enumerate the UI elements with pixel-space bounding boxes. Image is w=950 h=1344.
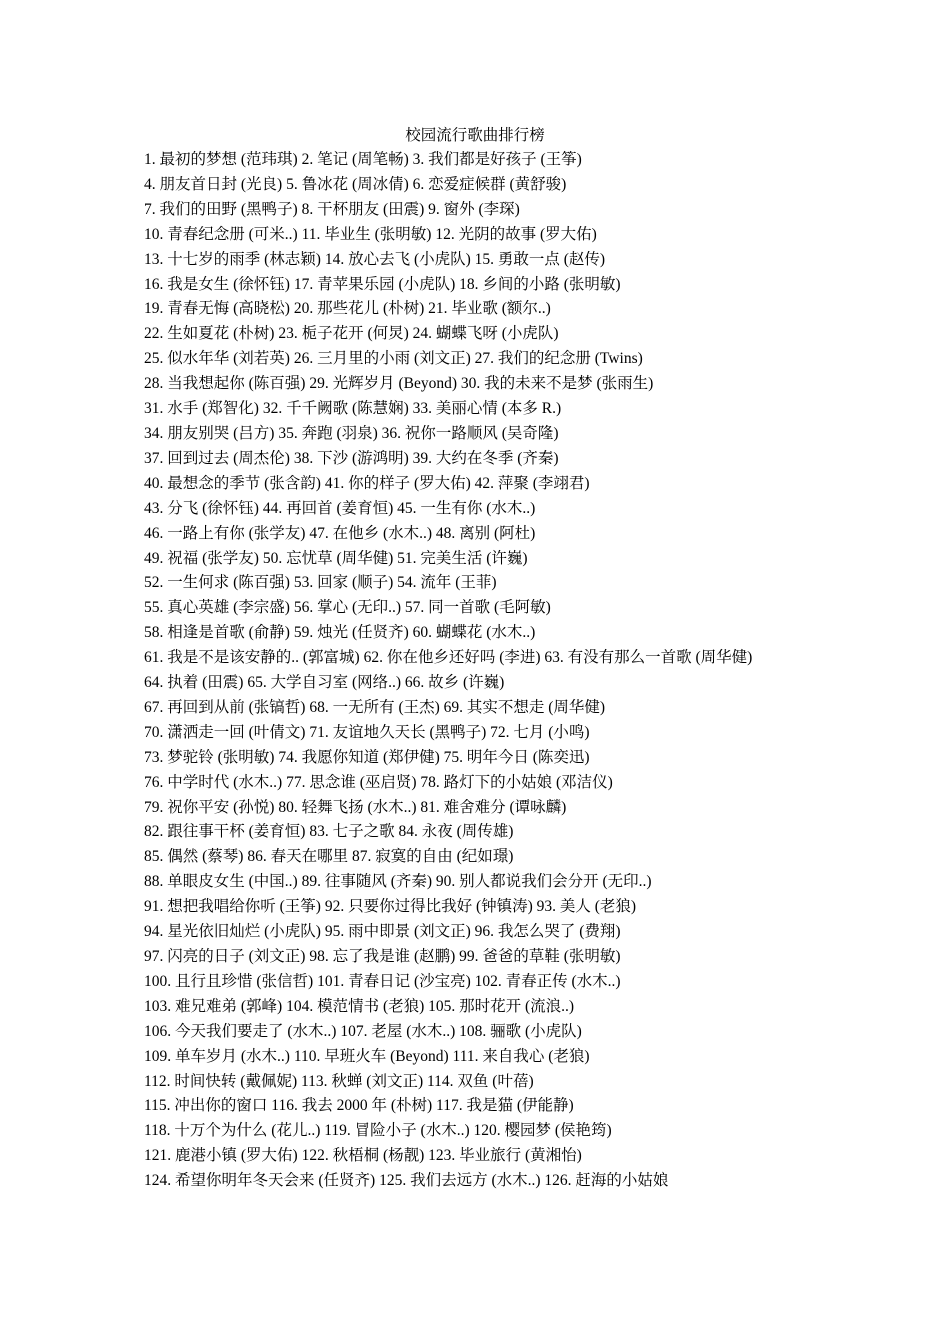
song-list-line: 52. 一生何求 (陈百强) 53. 回家 (顺子) 54. 流年 (王菲) <box>144 574 497 592</box>
song-list-line: 31. 水手 (郑智化) 32. 千千阙歌 (陈慧娴) 33. 美丽心情 (本多 R.) <box>144 400 562 418</box>
song-list-line: 79. 祝你平安 (孙悦) 80. 轻舞飞扬 (水木..) 81. 难舍难分 (谭咏麟) <box>144 798 567 816</box>
song-list-line: 82. 跟往事干杯 (姜育恒) 83. 七子之歌 84. 永夜 (周传雄) <box>144 823 514 841</box>
song-list-line: 118. 十万个为什么 (花儿..) 119. 冒险小子 (水木..) 120. 樱园梦 (侯艳筠) <box>144 1122 612 1140</box>
song-list-line: 109. 单车岁月 (水木..) 110. 早班火车 (Beyond) 111. 来自我心 (老狼) <box>144 1047 590 1065</box>
song-list-line: 10. 青春纪念册 (可米..) 11. 毕业生 (张明敏) 12. 光阴的故事 (罗大佑) <box>144 225 597 243</box>
song-list-line: 100. 且行且珍惜 (张信哲) 101. 青春日记 (沙宝亮) 102. 青春正传 (水木..) <box>144 972 621 990</box>
song-list-line: 97. 闪亮的日子 (刘文正) 98. 忘了我是谁 (赵鹏) 99. 爸爸的草鞋 (张明敏) <box>144 948 621 965</box>
song-list-line: 37. 回到过去 (周杰伦) 38. 下沙 (游鸿明) 39. 大约在冬季 (齐秦) <box>144 449 559 467</box>
song-list-line: 13. 十七岁的雨季 (林志颖) 14. 放心去飞 (小虎队) 15. 勇敢一点 (赵传) <box>144 250 606 268</box>
song-list-line: 1. 最初的梦想 (范玮琪) 2. 笔记 (周笔畅) 3. 我们都是好孩子 (王筝) <box>144 151 582 168</box>
song-list-line: 49. 祝福 (张学友) 50. 忘忧草 (周华健) 51. 完美生活 (许巍) <box>144 549 528 567</box>
song-list <box>144 148 812 1194</box>
song-list-line: 22. 生如夏花 (朴树) 23. 栀子花开 (何炅) 24. 蝴蝶飞呀 (小虎队) <box>144 325 559 343</box>
song-list-line: 70. 潇洒走一回 (叶倩文) 71. 友谊地久天长 (黑鸭子) 72. 七月 (小鸣) <box>144 723 590 741</box>
song-list-line: 124. 希望你明年冬天会来 (任贤齐) 125. 我们去远方 (水木..) 126. 赶海的小姑娘 <box>144 1172 669 1190</box>
song-list-line: 25. 似水年华 (刘若英) 26. 三月里的小雨 (刘文正) 27. 我们的纪念册 (Twins) <box>144 350 643 368</box>
song-list-line: 46. 一路上有你 (张学友) 47. 在他乡 (水木..) 48. 离别 (阿杜) <box>144 524 536 542</box>
song-list-line: 88. 单眼皮女生 (中国..) 89. 往事随风 (齐秦) 90. 别人都说我们会分开 (无印..) <box>144 873 652 891</box>
song-list-line: 58. 相逢是首歌 (俞静) 59. 烛光 (任贤齐) 60. 蝴蝶花 (水木..) <box>144 624 536 642</box>
song-list-line: 40. 最想念的季节 (张含韵) 41. 你的样子 (罗大佑) 42. 萍聚 (李翊君) <box>144 474 590 492</box>
song-list-line: 55. 真心英雄 (李宗盛) 56. 掌心 (无印..) 57. 同一首歌 (毛阿敏) <box>144 599 551 617</box>
song-list-line: 4. 朋友首日封 (光良) 5. 鲁冰花 (周冰倩) 6. 恋爱症候群 (黄舒骏) <box>144 175 567 193</box>
song-list-line: 94. 星光依旧灿烂 (小虎队) 95. 雨中即景 (刘文正) 96. 我怎么哭了 (费翔) <box>144 923 621 941</box>
song-list-line: 43. 分飞 (徐怀钰) 44. 再回首 (姜育恒) 45. 一生有你 (水木..) <box>144 499 536 517</box>
song-list-line: 112. 时间快转 (戴佩妮) 113. 秋蝉 (刘文正) 114. 双鱼 (叶蓓) <box>144 1072 534 1090</box>
song-list-line: 16. 我是女生 (徐怀钰) 17. 青苹果乐园 (小虎队) 18. 乡间的小路 (张明敏) <box>144 275 621 293</box>
song-list-line: 34. 朋友别哭 (吕方) 35. 奔跑 (羽泉) 36. 祝你一路顺风 (吴奇隆) <box>144 424 559 442</box>
song-list-line: 115. 冲出你的窗口 116. 我去 2000 年 (朴树) 117. 我是猫 (伊能静) <box>144 1097 574 1115</box>
song-list-line: 7. 我们的田野 (黑鸭子) 8. 干杯朋友 (田震) 9. 窗外 (李琛) <box>144 200 520 218</box>
song-list-line: 91. 想把我唱给你听 (王筝) 92. 只要你过得比我好 (钟镇涛) 93. 美人 (老狼) <box>144 898 637 916</box>
song-list-line: 61. 我是不是该安静的.. (郭富城) 62. 你在他乡还好吗 (李进) 63. 有没有那么一首歌 (周华健) <box>144 649 753 667</box>
song-list-line: 19. 青春无悔 (高晓松) 20. 那些花儿 (朴树) 21. 毕业歌 (额尔..) <box>144 300 551 318</box>
song-list-line: 67. 再回到从前 (张镐哲) 68. 一无所有 (王杰) 69. 其实不想走 (周华健) <box>144 698 606 716</box>
song-list-line: 64. 执着 (田震) 65. 大学自习室 (网络..) 66. 故乡 (许巍) <box>144 674 505 692</box>
song-list-line: 85. 偶然 (蔡琴) 86. 春天在哪里 87. 寂寞的自由 (纪如璟) <box>144 848 514 866</box>
song-list-line: 76. 中学时代 (水木..) 77. 思念谁 (巫启贤) 78. 路灯下的小姑娘 (邓洁仪) <box>144 773 613 791</box>
song-list-line: 106. 今天我们要走了 (水木..) 107. 老屋 (水木..) 108. 骊歌 (小虎队) <box>144 1022 582 1040</box>
document-title: 校园流行歌曲排行榜 <box>405 127 545 144</box>
song-list-line: 103. 难兄难弟 (郭峰) 104. 模范情书 (老狼) 105. 那时花开 (流浪..) <box>144 997 575 1015</box>
song-list-line: 73. 梦驼铃 (张明敏) 74. 我愿你知道 (郑伊健) 75. 明年今日 (陈奕迅) <box>144 748 590 766</box>
song-list-line: 28. 当我想起你 (陈百强) 29. 光辉岁月 (Beyond) 30. 我的未来不是梦 (张雨生) <box>144 375 654 393</box>
song-list-line: 121. 鹿港小镇 (罗大佑) 122. 秋梧桐 (杨靓) 123. 毕业旅行 (黄湘怡) <box>144 1147 582 1165</box>
